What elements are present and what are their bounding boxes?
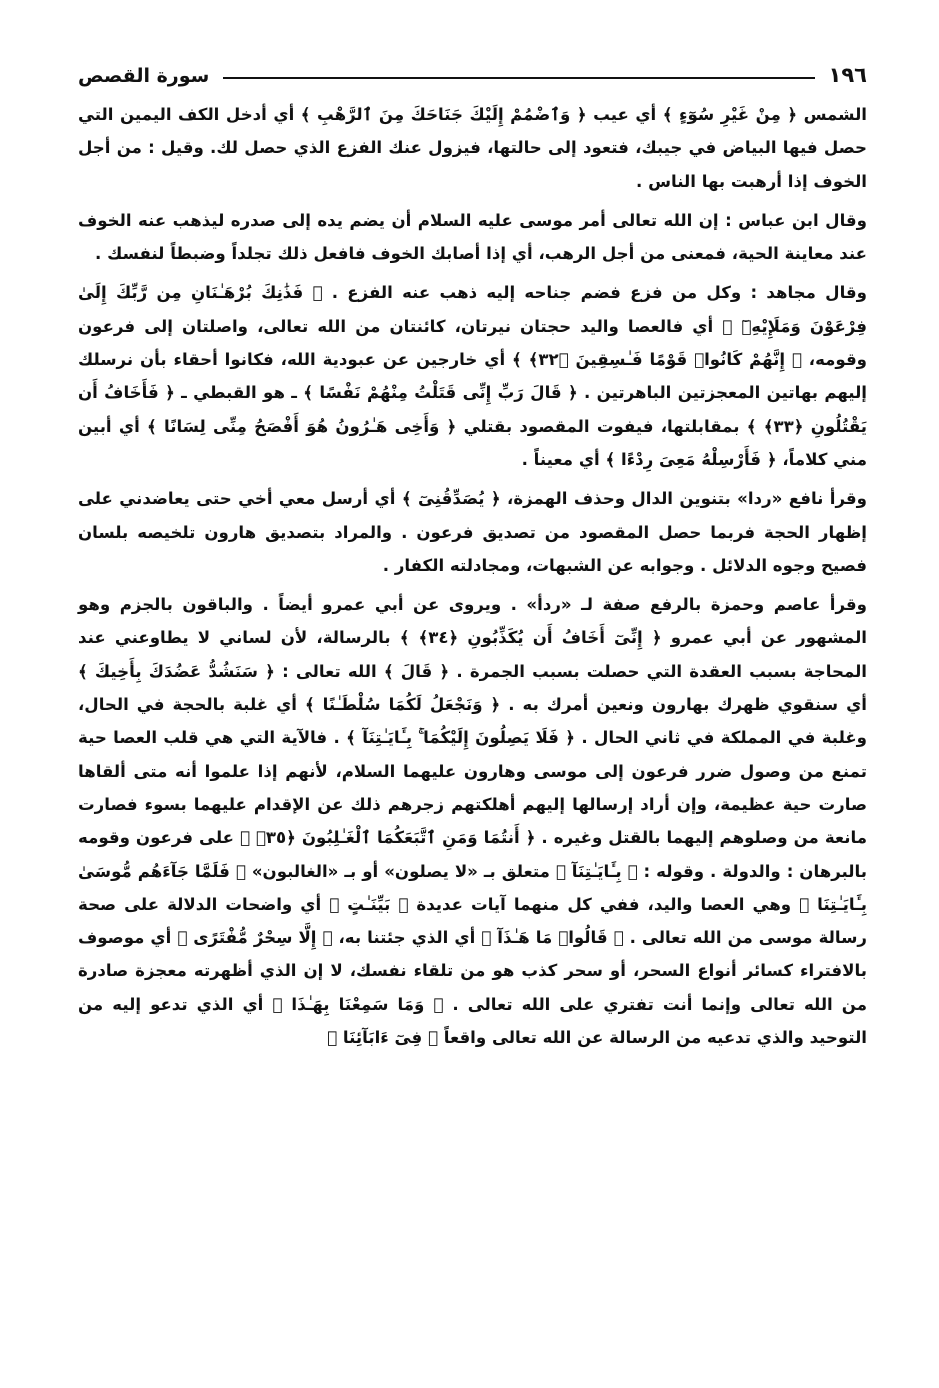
paragraph: وقال ابن عباس : إن الله تعالى أمر موسى عليه السلام أن يضم يده إلى صدره ليذهب عنه الخوف عند معاينة الحية، فمعنى من أجل الرهب، أي إذا أصابك الخوف فافعل ذلك تجلداً وضبطاً لنفسك . bbox=[78, 210, 867, 264]
paragraph: وقرأ نافع «ردا» بتنوين الدال وحذف الهمزة، ﴿ يُصَدِّقُنِىٓ ﴾ أي أرسل معي أخي حتى يعاضدني على إظهار الحجة فربما حصل المقصود من تصديق فرعون . والمراد بتصديق هارون تلخيصه بلسان فصيح وجوه الدلائل . وجوابه عن الشبهات، ومجادلته الكفار . bbox=[78, 489, 867, 575]
page-header bbox=[78, 56, 867, 86]
page-number: ١٩٦ bbox=[828, 63, 867, 87]
paragraph: الشمس ﴿ مِنْ غَيْرِ سُوٓءٍ ﴾ أي عيب ﴿ وَٱضْمُمْ إِلَيْكَ جَنَاحَكَ مِنَ ٱلرَّهْبِ ﴾ أي أدخل الكف اليمين التي حصل فيها البياض في جيبك، فتعود إلى حالتها، فيزول عنك الفزع الذي حصل لك. وقيل : من أجل الخوف إذا أرهبت بها الناس . bbox=[78, 105, 867, 191]
paragraph: وقرأ عاصم وحمزة بالرفع صفة لـ «ردأ» . ويروى عن أبي عمرو أيضاً . والباقون بالجزم وهو المشهور عن أبي عمرو ﴿ إِنِّىٓ أَخَافُ أَن يُكَذِّبُونِ ﴿٣٤﴾ ﴾ بالرسالة، لأن لساني لا يطاوعني عند المحاجة بسبب العقدة التي حصلت بسبب الجمرة . ﴿ قَالَ ﴾ الله تعالى : ﴿ سَنَشُدُّ عَضُدَكَ بِأَخِيكَ ﴾ أي سنقوي ظهرك بهارون ونعين أمرك به . ﴿ وَنَجْعَلُ لَكُمَا سُلْطَـٰنًا ﴾ أي غلبة بالحجة في الحال، وغلبة في المملكة في ثاني الحال . ﴿ فَلَا يَصِلُونَ إِلَيْكُمَا ۚ بِـَٔايَـٰتِنَآ ﴾ . فالآية التي هي قلب العصا حية تمنع من وصول ضرر فرعون إلى موسى وهارون عليهما السلام، لأنهم إذا علموا أنه متى ألقاها صارت حية عظيمة، وإن أراد إرسالها إليهم أهلكتهم زجرهم ذلك عن الإقدام عليهما بسوء فصارت مانعة من وصلوهم إليهما بالقتل وغيره . ﴿ أَنتُمَا وَمَنِ ٱتَّبَعَكُمَا ٱلْغَـٰلِبُونَ ﴿٣٥﴾ ﴾ على فرعون وقومه بالبرهان : والدولة . وقوله : ﴿ بِـَٔايَـٰتِنَآ ﴾ متعلق بـ «لا يصلون» أو بـ «الغالبون» ﴿ فَلَمَّا جَآءَهُم مُّوسَىٰ بِـَٔايَـٰتِنَا ﴾ وهي العصا واليد، ففي كل منهما آيات عديدة ﴿ بَيِّنَـٰتٍ ﴾ أي واضحات الدلالة على صحة رسالة موسى من الله تعالى . ﴿ قَالُوا۟ مَا هَـٰذَآ ﴾ أي الذي جئتنا به، ﴿ إِلَّا سِحْرٌ مُّفْتَرًى ﴾ أي موصوف بالافتراء كسائر أنواع السحر، أو سحر كذب هو من تلقاء نفسك، لا إن الذي أظهرته معجزة صادرة من الله تعالى وإنما أنت تفتري على الله تعالى . ﴿ وَمَا سَمِعْنَا بِهَـٰذَا ﴾ أي الذي تدعو إليه من التوحيد والذي تدعيه من الرسالة عن الله تعالى واقعاً ﴿ فِىٓ ءَابَآئِنَا ﴾ bbox=[78, 595, 867, 1048]
surah-title: سورة القصص bbox=[78, 65, 210, 87]
page-body bbox=[78, 98, 867, 1054]
header-rule bbox=[223, 77, 814, 79]
paragraph: وقال مجاهد : وكل من فزع فضم جناحه إليه ذهب عنه الفزع . ﴿ فَذَٰنِكَ بُرْهَـٰنَانِ مِن رَّبِّكَ إِلَىٰ فِرْعَوْنَ وَمَلَإِيْهِۦٓ ﴾ أي فالعصا واليد حجتان نيرتان، كائنتان من الله تعالى، واصلتان إلى فرعون وقومه، ﴿ إِنَّهُمْ كَانُوا۟ قَوْمًا فَـٰسِقِينَ ﴿٣٢﴾ ﴾ أي خارجين عن عبودية الله، فكانوا أحقاء بأن نرسلك إليهم بهاتين المعجزتين الباهرتين . ﴿ قَالَ رَبِّ إِنِّى قَتَلْتُ مِنْهُمْ نَفْسًا ﴾ ـ هو القبطي ـ ﴿ فَأَخَافُ أَن يَقْتُلُونِ ﴿٣٣﴾ ﴾ بمقابلتها، فيفوت المقصود بقتلي ﴿ وَأَخِى هَـٰرُونُ هُوَ أَفْصَحُ مِنِّى لِسَانًا ﴾ أي أبين مني كلاماً، ﴿ فَأَرْسِلْهُ مَعِىَ رِدْءًا ﴾ أي معيناً . bbox=[78, 283, 867, 469]
